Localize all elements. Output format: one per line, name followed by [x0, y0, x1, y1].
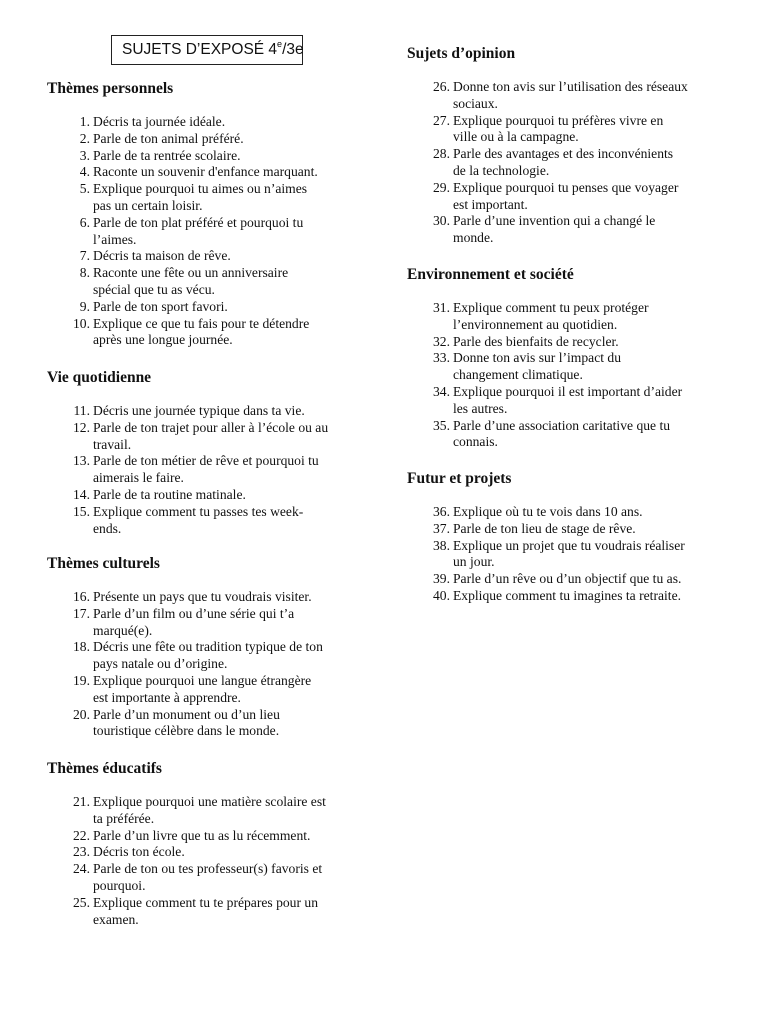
topic-text: Parle de ton trajet pour aller à l’école ou au travail.	[93, 419, 329, 452]
list-item	[47, 420, 367, 454]
list-item	[47, 403, 367, 420]
title-suffix: /3e	[282, 41, 304, 58]
list-item	[47, 248, 367, 265]
list-item	[47, 828, 367, 845]
topic-list	[407, 504, 737, 605]
topic-number: 33.	[433, 350, 450, 366]
topic-number: 16.	[73, 589, 90, 604]
list-item	[407, 418, 737, 452]
topic-number: 7.	[79, 248, 90, 264]
topic-text: Parle d’un film ou d’une série qui t’a marqué(e).	[93, 605, 295, 638]
topic-text: Explique comment tu te prépares pour un examen.	[93, 894, 318, 927]
topic-number: 10.	[73, 315, 90, 331]
topic-number: 12.	[73, 419, 90, 435]
topic-text: Décris ta maison de rêve.	[93, 248, 231, 264]
topic-number: 8.	[79, 265, 90, 281]
topic-number: 23.	[73, 844, 90, 860]
list-item	[407, 350, 737, 384]
topic-text: Raconte un souvenir d'enfance marquant.	[93, 164, 318, 180]
list-item	[47, 181, 367, 215]
list-item	[47, 639, 367, 673]
topic-list	[47, 403, 367, 537]
topic-text: Parle de ta routine matinale.	[93, 486, 246, 502]
topic-text: Décris ton école.	[93, 844, 185, 860]
topic-number: 4.	[79, 164, 90, 180]
list-item	[407, 146, 737, 180]
topic-number: 15.	[73, 503, 90, 519]
section-environnement-societe	[407, 266, 737, 451]
topic-text: Explique comment tu peux protéger l’environnement au quotidien.	[453, 300, 649, 332]
topic-text: Explique pourquoi une langue étrangère est importante à apprendre.	[93, 672, 312, 705]
topic-text: Parle des bienfaits de recycler.	[453, 333, 619, 349]
topic-list	[47, 794, 367, 928]
section-heading: Thèmes culturels	[47, 555, 160, 572]
topic-text: Explique où tu te vois dans 10 ans.	[453, 504, 643, 519]
topic-text: Explique pourquoi tu penses que voyager est important.	[453, 179, 679, 212]
list-item	[47, 265, 367, 299]
list-item	[407, 384, 737, 418]
topic-number: 24.	[73, 861, 90, 877]
topic-number: 34.	[433, 383, 450, 399]
topic-text: Raconte une fête ou un anniversaire spécial que tu as vécu.	[93, 265, 289, 297]
list-item	[47, 707, 367, 741]
topic-list	[47, 114, 367, 349]
list-item	[407, 79, 737, 113]
section-futur-projets	[407, 470, 737, 605]
topic-number: 17.	[73, 605, 90, 621]
topic-number: 19.	[73, 672, 90, 688]
topic-text: Parle de ton ou tes professeur(s) favoris et pourquoi.	[93, 861, 323, 893]
section-heading: Environnement et société	[407, 266, 574, 283]
section-vie-quotidienne	[47, 369, 367, 537]
topic-text: Décris une journée typique dans ta vie.	[93, 403, 305, 418]
list-item	[47, 673, 367, 707]
topic-text: Explique pourquoi tu préfères vivre en ville ou à la campagne.	[453, 112, 664, 145]
topic-number: 3.	[79, 147, 90, 163]
section-heading: Thèmes personnels	[47, 80, 174, 97]
topic-number: 22.	[73, 827, 90, 843]
topic-text: Parle de ton lieu de stage de rêve.	[453, 520, 636, 536]
topic-text: Explique ce que tu fais pour te détendre après une longue journée.	[93, 315, 310, 348]
topic-number: 21.	[73, 794, 90, 809]
section-themes-culturels	[47, 555, 367, 740]
topic-number: 26.	[433, 79, 450, 94]
list-item	[47, 299, 367, 316]
topic-text: Explique comment tu imagines ta retraite.	[453, 587, 682, 603]
page-title	[111, 35, 303, 65]
topic-text: Explique un projet que tu voudrais réaliser un jour.	[453, 537, 685, 570]
topic-text: Parle d’un livre que tu as lu récemment.	[93, 827, 311, 843]
list-item	[47, 844, 367, 861]
list-item	[47, 487, 367, 504]
list-item	[47, 148, 367, 165]
list-item	[47, 504, 367, 538]
topic-number: 5.	[79, 181, 90, 197]
list-item	[407, 588, 737, 605]
topic-text: Parle de ton animal préféré.	[93, 130, 244, 146]
topic-text: Explique pourquoi tu aimes ou n’aimes pas un certain loisir.	[93, 181, 308, 213]
topic-number: 29.	[433, 179, 450, 195]
topic-text: Parle d’un rêve ou d’un objectif que tu as.	[453, 571, 682, 587]
topic-list	[407, 300, 737, 451]
topic-number: 39.	[433, 571, 450, 587]
list-item	[47, 895, 367, 929]
section-themes-educatifs	[47, 760, 367, 928]
list-item	[47, 164, 367, 181]
list-item	[47, 131, 367, 148]
list-item	[47, 316, 367, 350]
list-item	[47, 606, 367, 640]
list-item	[407, 300, 737, 334]
topic-number: 14.	[73, 486, 90, 502]
topic-number: 11.	[73, 403, 90, 418]
topic-list	[47, 589, 367, 740]
topic-text: Parle d’un monument ou d’un lieu touristique célèbre dans le monde.	[93, 706, 280, 739]
topic-text: Parle de ton sport favori.	[93, 298, 228, 314]
list-item	[47, 589, 367, 606]
section-themes-personnels	[47, 80, 367, 349]
topic-number: 1.	[79, 114, 90, 129]
topic-number: 25.	[73, 894, 90, 910]
list-item	[47, 215, 367, 249]
topic-number: 6.	[79, 214, 90, 230]
topic-text: Parle des avantages et des inconvénients de la technologie.	[453, 146, 674, 178]
list-item	[407, 213, 737, 247]
list-item	[407, 521, 737, 538]
topic-text: Parle de ton métier de rêve et pourquoi tu aimerais le faire.	[93, 453, 319, 486]
section-sujets-opinion	[407, 45, 737, 247]
title-superscript: e	[277, 38, 283, 49]
topic-number: 32.	[433, 333, 450, 349]
topic-number: 18.	[73, 639, 90, 655]
topic-number: 35.	[433, 417, 450, 433]
topic-text: Décris ta journée idéale.	[93, 114, 226, 129]
topic-number: 13.	[73, 453, 90, 469]
topic-text: Présente un pays que tu voudrais visiter.	[93, 589, 312, 604]
topic-number: 37.	[433, 520, 450, 536]
topic-text: Parle de ta rentrée scolaire.	[93, 147, 241, 163]
list-item	[407, 571, 737, 588]
topic-number: 40.	[433, 587, 450, 603]
topic-text: Donne ton avis sur l’impact du changement climatique.	[453, 350, 622, 383]
topic-text: Explique comment tu passes tes week- ends.	[93, 503, 304, 536]
topic-text: Explique pourquoi une matière scolaire est ta préférée.	[93, 794, 326, 826]
list-item	[407, 180, 737, 214]
topic-list	[407, 79, 737, 247]
topic-number: 28.	[433, 146, 450, 162]
section-heading: Sujets d’opinion	[407, 45, 516, 62]
section-heading: Thèmes éducatifs	[47, 760, 162, 777]
list-item	[47, 794, 367, 828]
topic-number: 27.	[433, 112, 450, 128]
list-item	[407, 334, 737, 351]
list-item	[407, 113, 737, 147]
list-item	[47, 114, 367, 131]
section-heading: Futur et projets	[407, 470, 512, 487]
topic-text: Explique pourquoi il est important d’aider les autres.	[453, 383, 683, 416]
topic-number: 2.	[79, 130, 90, 146]
section-heading: Vie quotidienne	[47, 369, 152, 386]
list-item	[407, 504, 737, 521]
topic-text: Parle d’une association caritative que tu connais.	[453, 417, 671, 450]
topic-number: 38.	[433, 537, 450, 553]
topic-text: Donne ton avis sur l’utilisation des réseaux sociaux.	[453, 79, 688, 111]
topic-number: 9.	[79, 298, 90, 314]
list-item	[47, 453, 367, 487]
topic-text: Décris une fête ou tradition typique de ton pays natale ou d’origine.	[93, 639, 323, 672]
topic-number: 30.	[433, 213, 450, 229]
topic-text: Parle d’une invention qui a changé le monde.	[453, 213, 656, 246]
topic-number: 31.	[433, 300, 450, 315]
list-item	[407, 538, 737, 572]
title-prefix: SUJETS D’EXPOSÉ 4	[122, 41, 278, 58]
topic-text: Parle de ton plat préféré et pourquoi tu l’aimes.	[93, 214, 304, 247]
list-item	[47, 861, 367, 895]
topic-number: 20.	[73, 706, 90, 722]
topic-number: 36.	[433, 504, 450, 519]
